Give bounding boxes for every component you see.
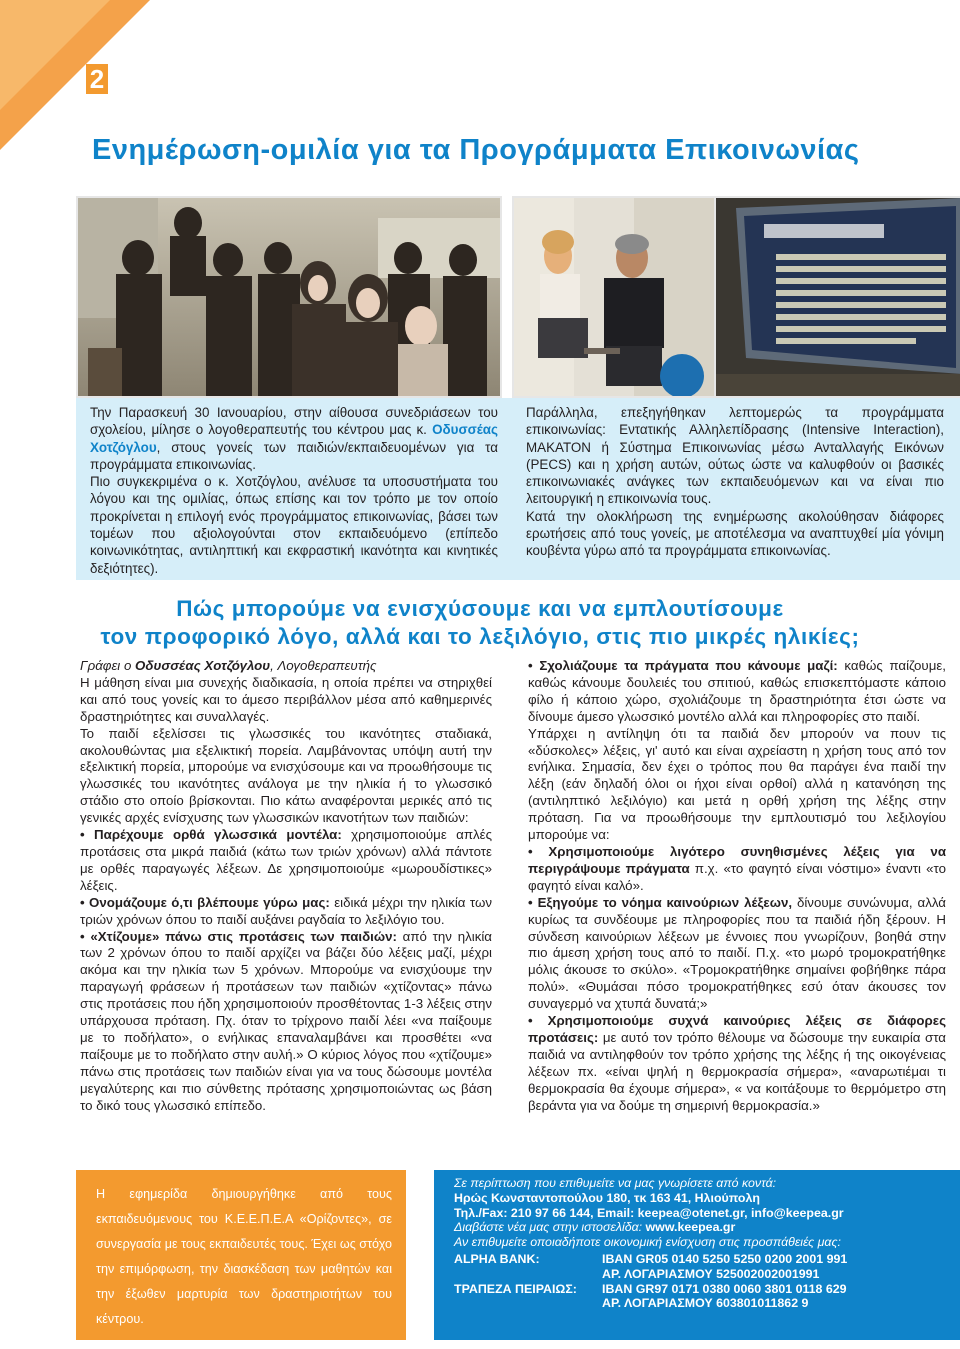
caption-left-intro-end: , στους γονείς των παιδιών/εκπαιδευομένων για τα προγράμματα επικοινωνίας. bbox=[90, 439, 498, 472]
article-heading-line2: τον προφορικό λόγο, αλλά και το λεξιλόγιο, στις πιο μικρές ηλικίες; bbox=[100, 624, 860, 649]
donation-invite: Αν επιθυμείτε οποιαδήποτε οικονομική ενίσχυση στις προσπάθειές μας: bbox=[454, 1235, 841, 1250]
page-number: 2 bbox=[86, 64, 108, 94]
tip-rare-words-title: • Χρησιμοποιούμε λιγότερο συνηθισμένες λέξεις για να περιγράψουμε πράγματα bbox=[528, 843, 946, 876]
bank2-account: ΑΡ. ΛΟΓΑΡΙΑΣΜΟΥ 603801011862 9 bbox=[602, 1296, 809, 1311]
page-title: Ενημέρωση-ομιλία για τα Προγράμματα Επικοινωνίας bbox=[92, 134, 860, 166]
caption-left bbox=[90, 404, 498, 577]
footer-newspaper-info: Η εφημερίδα δημιουργήθηκε από τους εκπαιδευόμενους του Κ.Ε.Ε.Π.Ε.Α «Ορίζοντες», σε συνεργασία με τους εκπαιδευτές τους. Έχει ως στόχο την επιμόρφωση, την διασκέδαση των μαθητών και την έξωθεν μαρτυρία των δραστηριοτήτων του κέντρου. bbox=[96, 1187, 392, 1326]
photo-audience bbox=[76, 196, 502, 398]
photo-presenter bbox=[512, 196, 718, 398]
article-intro: Η μάθηση είναι μια συνεχής διαδικασία, η οποία πρέπει να στηριχθεί και από τους γονείς και το άμεσο περιβάλλον μέσα από καθημερινές δραστηριότητες και συναλλαγές. bbox=[80, 674, 492, 724]
bank2-iban: IBAN GR97 0171 0380 0060 3801 0118 629 bbox=[602, 1281, 847, 1296]
byline-author: Οδυσσέας Χοτζόγλου bbox=[135, 658, 271, 673]
bank1-account: ΑΡ. ΛΟΓΑΡΙΑΣΜΟΥ 525002002001991 bbox=[602, 1266, 820, 1281]
byline-prefix: Γράφει ο bbox=[80, 658, 136, 673]
caption-right-programs: Παράλληλα, επεξηγήθηκαν λεπτομερώς τα προγράμματα επικοινωνίας: Εντατικής Αλληλεπίδρασης (Intensive Interaction), ΜΑΚΑΤΟΝ ή Σύστημα Επικοινωνίας μέσω Ανταλλαγής Εικόνων (PECS) και η χρήση αυτών, ούτως ώστε να καλυφθούν οι βασικές επικοινωνιακές ανάγκες των εκπαιδευόμενων και να είναι πιο λειτουργική η επικοινωνία τους. bbox=[526, 405, 944, 507]
tip-naming-title: • Ονομάζουμε ό,τι βλέπουμε γύρω μας: bbox=[80, 894, 330, 910]
tip-frequent-text: με αυτό τον τρόπο θέλουμε να δώσουμε την ευκαιρία στα παιδιά να αντιληφθούν τον τρόπο χρήσης της λέξης ή της οικογένειας λέξεων πx. «είναι ψηλή η θερμοκρασία σήμερα», «αναρωτιέμαι τι θερμοκρασία θα έχουμε σήμερα», « να κοιτάξουμε το θερμόμετρο στη βεράντα για να δούμε τη σημερινή θερμοκρασία.» bbox=[528, 1029, 946, 1113]
article-development: Το παιδί εξελίσσει τις γλωσσικές του ικανότητες σταδιακά, ακολουθώντας μια εξελικτική πορεία. Λαμβάνοντας υπόψη αυτή την εξελικτική πορεία, μπορούμε να ενισχύσουμε και να προωθήσουμε τις γλωσσικές του ικανότητες ανάλογα με την ηλικία ή το γλωσσικό στάδιο στο οποίο βρίσκονται. Πιο κάτω αναφέρονται μερικές από τις γενικές αρχές ενίσχυσης των γλωσσικών ικανοτήτων των παιδιών: bbox=[80, 725, 492, 826]
tip-models-text: χρησιμοποιούμε απλές προτάσεις στα μικρά παιδιά (κάτω των τριών χρόνων) αλλά πάντοτε με ορθές παραγωγές λέξεων. Δε χρησιμοποιούμε «μωρουδίστικες» λέξεις. bbox=[80, 827, 492, 893]
article-heading-line1: Πώς μπορούμε να ενισχύσουμε και να εμπλουτίσουμε bbox=[176, 596, 784, 621]
tip-building-title: • «Χτίζουμε» πάνω στις προτάσεις των παιδιών: bbox=[80, 928, 397, 944]
article-difficult-words: Υπάρχει η αντίληψη ότι τα παιδιά δεν μπορούν να πουν τις «δύσκολες» λέξεις, γι' αυτό και είναι αχρείαστη η χρήση τους από τον ενήλικα. Σημασία, δεν έχει ο τρόπος που θα παράγει ένα παιδί την λέξη (εάν δηλαδή όλοι οι ήχοι είναι ορθοί) αλλά η κατανόηση της (αντιληπτικό λεξιλόγιο) και μετά η ορθή χρήση της λέξης στην πρόταση. Για να προωθήσουμε την εμπλουτισμό του λεξιλογίου μπορούμε να: bbox=[528, 725, 946, 843]
contact-invite: Σε περίπτωση που επιθυμείτε να μας γνωρίσετε από κοντά: bbox=[454, 1176, 777, 1190]
contact-address: Ηρώς Κωνσταντοπούλου 180, τκ 163 41, Ηλιούπολη bbox=[454, 1190, 760, 1205]
tip-frequent-title: • Χρησιμοποιούμε συχνά καινούριες λέξεις σε διάφορες προτάσεις: bbox=[528, 1013, 946, 1045]
tip-explain-title: • Εξηγούμε το νόημα καινούριων λέξεων, bbox=[528, 894, 793, 910]
caption-left-intro: Την Παρασκευή 30 Ιανουαρίου, στην αίθουσα συνεδριάσεων του σχολείου, μίλησε ο λογοθεραπευτής του κέντρου μας κ. bbox=[90, 405, 498, 438]
caption-right-discussion: Κατά την ολοκλήρωση της ενημέρωσης ακολούθησαν διάφορες ερωτήσεις από τους γονείς, με αποτέλεσμα να αναπτυχθεί μία γόνιμη κουβέντα γύρω από τα προγράμματα επικοινωνίας. bbox=[526, 508, 944, 559]
contact-phone-email[interactable]: Τηλ./Fax: 210 97 66 144, Email: keepea@otenet.gr, info@keepea.gr bbox=[454, 1205, 844, 1220]
tip-explain-text: δίνουμε συνώνυμα, αλλά κυρίως τα συνδέουμε με πληροφορίες που τα παιδιά ήδη ξέρουν. Η σύνδεση καινούριων λέξεων με έννοιες που γνωρίζουν, βοηθά στην πιο άμεση χρήση τους από το παιδί. Π.χ. «το μωρό τρομοκρατήθηκε μόλις άκουσε το σκύλο». «Τρομοκρατήθηκε σημαίνει φοβήθηκε πάρα πολύ». «Θυμάσαι πόσο τρομοκρατήθηκες εσύ όταν άκουσες τον συναγερμό να χτυπά δυνατά;» bbox=[528, 894, 946, 1012]
article-left-column bbox=[80, 658, 492, 1114]
bank1-name: ALPHA BANK: bbox=[454, 1251, 540, 1266]
speaker-name: Οδυσσέας Χοτζόγλου bbox=[90, 422, 498, 455]
footer-contact bbox=[454, 1176, 954, 1311]
tip-rare-words-text: π.χ. «το φαγητό είναι νόστιμο» έναντι «το φαγητό είναι καλό». bbox=[528, 860, 946, 893]
caption-right bbox=[526, 404, 944, 560]
article-right-column bbox=[528, 658, 946, 1114]
tip-models-title: • Παρέχουμε ορθά γλωσσικά μοντέλα: bbox=[80, 827, 342, 843]
caption-left-details: Πιο συγκεκριμένα ο κ. Χοτζόγλου, ανέλυσε τα υποσυστήματα του λόγου και της ομιλίας, όπως επίσης και τον τρόπο με τον οποίο προκρίνεται η επιλογή ενός προγράμματος επικοινωνίας, βάσει των τομέων που αξιολογούνται στον εκπαιδευόμενο (επίπεδο κοινωνικότητας, αντιληπτική και εκφραστική ικανότητα και κινητικές δεξιότητες). bbox=[90, 474, 498, 576]
byline-role: , Λογοθεραπευτής bbox=[270, 658, 377, 673]
tip-naming-text: ειδικά μέχρι την ηλικία των τριών χρόνων όπου το παιδί αυξάνει ραγδαία το λεξιλόγιο του. bbox=[80, 894, 492, 927]
tip-commenting-text: καθώς παίζουμε, καθώς κάνουμε δουλειές του σπιτιού, καθώς επισκεπτόμαστε κάποιο φίλο ή κάποιο χώρο, σχολιάζουμε τη δραστηριότητα έτσι ώστε να δίνουμε άμεσο γλωσσικό μοντέλο αλλά και πληροφορίες στο παιδί. bbox=[528, 658, 946, 724]
bank2-name: ΤΡΑΠΕΖΑ ΠΕΙΡΑΙΩΣ: bbox=[454, 1281, 577, 1296]
website-link[interactable]: www.keepea.gr bbox=[645, 1220, 736, 1235]
tip-commenting-title: • Σχολιάζουμε τα πράγματα που κάνουμε μαζί: bbox=[528, 658, 838, 673]
photo-slide bbox=[714, 196, 960, 398]
website-label: Διαβάστε νέα μας στην ιστοσελίδα: bbox=[454, 1220, 646, 1235]
tip-building-text: από την ηλικία των 2 χρόνων όπου το παιδί αρχίζει να βάζει δύο λέξεις μαζί, μέχρι ακόμα και την ηλικία των 5 χρόνων. Μπορούμε να ενισχύουμε την παραγωγή φράσεων ή προτάσεων των παιδιών «χτίζοντας» πάνω στις προτάσεις που ήδη χρησιμοποιούν προσθέτοντας 1-3 λέξεις στην υπάρχουσα πρόταση. Πχ. όταν το τρίχρονο παιδί λέει «να παίξουμε με το ποδήλατο», ο ενήλικας επαναλαμβάνει και προσθέτει «να παίξουμε με το ποδήλατο στην αυλή.» Ο κύριος λόγος που «χτίζουμε» πάνω στις προτάσεις των παιδιών είναι για να τους δώσουμε μοντέλα μεγαλύτερης και πιο σύνθετης πρότασης χρησιμοποιώντας ως βάση το δικό τους γλωσσικό επίπεδο. bbox=[80, 928, 492, 1113]
bank1-iban: IBAN GR05 0140 5250 5250 0200 2001 991 bbox=[602, 1251, 848, 1266]
